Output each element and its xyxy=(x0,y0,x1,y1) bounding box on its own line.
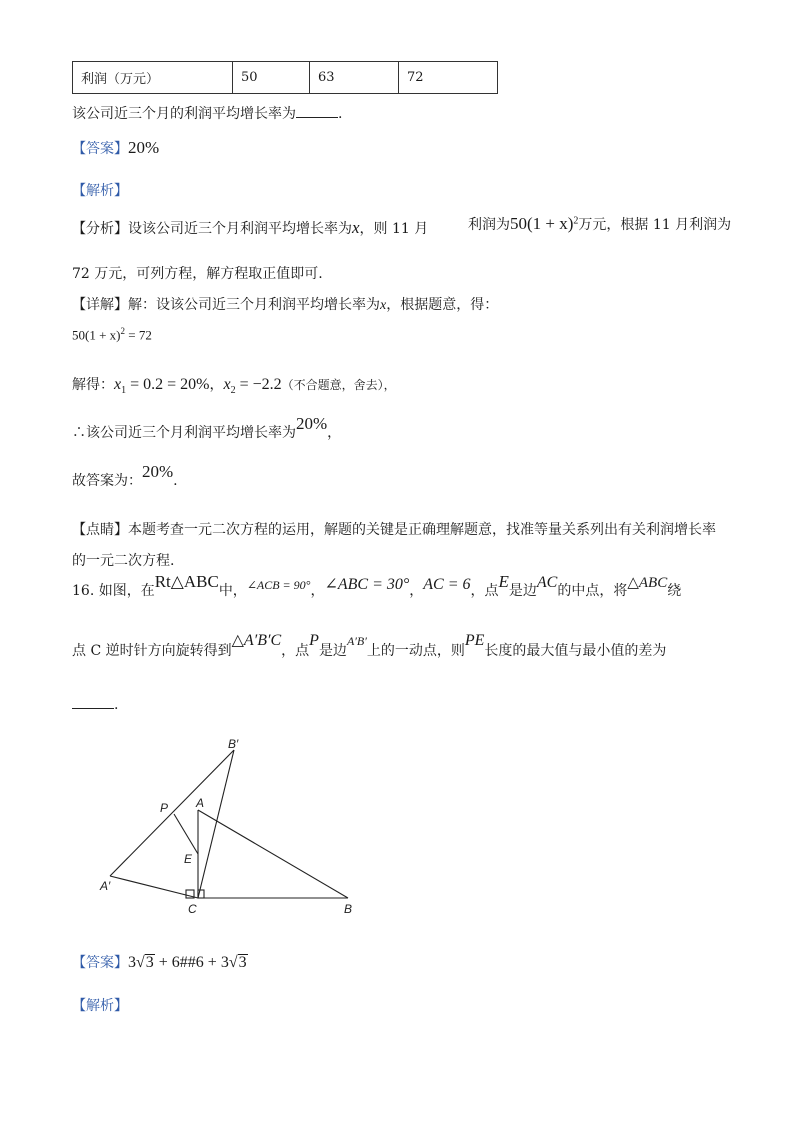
q16-answer: 【答案】3√3 + 6##6 + 3√3 xyxy=(72,954,247,971)
label-b-prime: B′ xyxy=(228,737,239,751)
answer-blank xyxy=(296,105,338,118)
label-e: E xyxy=(184,852,193,866)
q15-dianjing-2: 的一元二次方程. xyxy=(72,553,175,569)
answer-value: 20% xyxy=(128,138,160,157)
q16-line3: . xyxy=(72,696,118,713)
q15-fenxi-line2: 72 万元，可列方程，解方程取正值即可. xyxy=(72,266,323,282)
table-value-cell: 72 xyxy=(399,62,498,94)
q15-xiangjie: 【详解】解：设该公司近三个月利润平均增长率为x，根据题意，得： xyxy=(72,297,499,313)
q15-fenxi-line1a: 【分析】设该公司近三个月利润平均增长率为x，则 11 月 xyxy=(72,218,429,237)
q15-therefore: ∴该公司近三个月利润平均增长率为20%， xyxy=(72,414,342,441)
segment-p-e xyxy=(174,814,198,854)
q15-solve: 解得：$x_1 = 0.2 = 20\%$，$x_2 = -2.2$（不合题意，舍去）， xyxy=(72,376,396,397)
answer-blank xyxy=(72,696,114,709)
q15-fenxi-line1b: 利润为$50(1 + x)^2$万元，根据 11 月利润为 xyxy=(468,214,732,233)
q15-analysis-tag: 【解析】 xyxy=(72,183,128,199)
table-row xyxy=(73,62,498,94)
geometry-figure xyxy=(90,730,380,930)
segment-a-b xyxy=(198,810,348,898)
label-b: B xyxy=(344,902,353,916)
label-a-prime: A′ xyxy=(100,879,111,893)
q16-analysis-tag: 【解析】 xyxy=(72,998,128,1014)
table-value-cell: 63 xyxy=(310,62,399,94)
q15-equation: $50(1 + x)^2 = 72$ xyxy=(72,326,152,343)
q15-question: 该公司近三个月的利润平均增长率为 . xyxy=(72,106,343,122)
table-label-cell: 利润（万元） xyxy=(73,62,233,94)
q16-line2: 点 C 逆时针方向旋转得到△A′B′C，点P是边A′B′上的一动点，则PE长度的最大值与最小值的差为 xyxy=(72,632,667,659)
segment-b-prime-c xyxy=(198,750,234,898)
profit-table xyxy=(72,61,498,94)
label-c: C xyxy=(188,902,197,916)
q15-final: 故答案为：20%. xyxy=(72,462,178,489)
segment-a-prime-b-prime xyxy=(110,750,234,876)
segment-a-prime-c xyxy=(110,876,198,898)
q16-line1: 16. 如图，在Rt△ABC中，∠ACB = 90°，∠ABC = 30°，AC = 6，点E是边AC的中点，将△ABC绕 xyxy=(72,572,682,599)
q15-dianjing-1: 【点睛】本题考查一元二次方程的运用，解题的关键是正确理解题意，找准等量关系列出有关利润增长率 xyxy=(72,522,716,538)
label-a: A xyxy=(196,796,205,810)
answer-tag: 【答案】 xyxy=(72,141,128,157)
table-value-cell: 50 xyxy=(233,62,310,94)
label-p: P xyxy=(160,801,169,815)
q15-answer xyxy=(72,138,159,158)
